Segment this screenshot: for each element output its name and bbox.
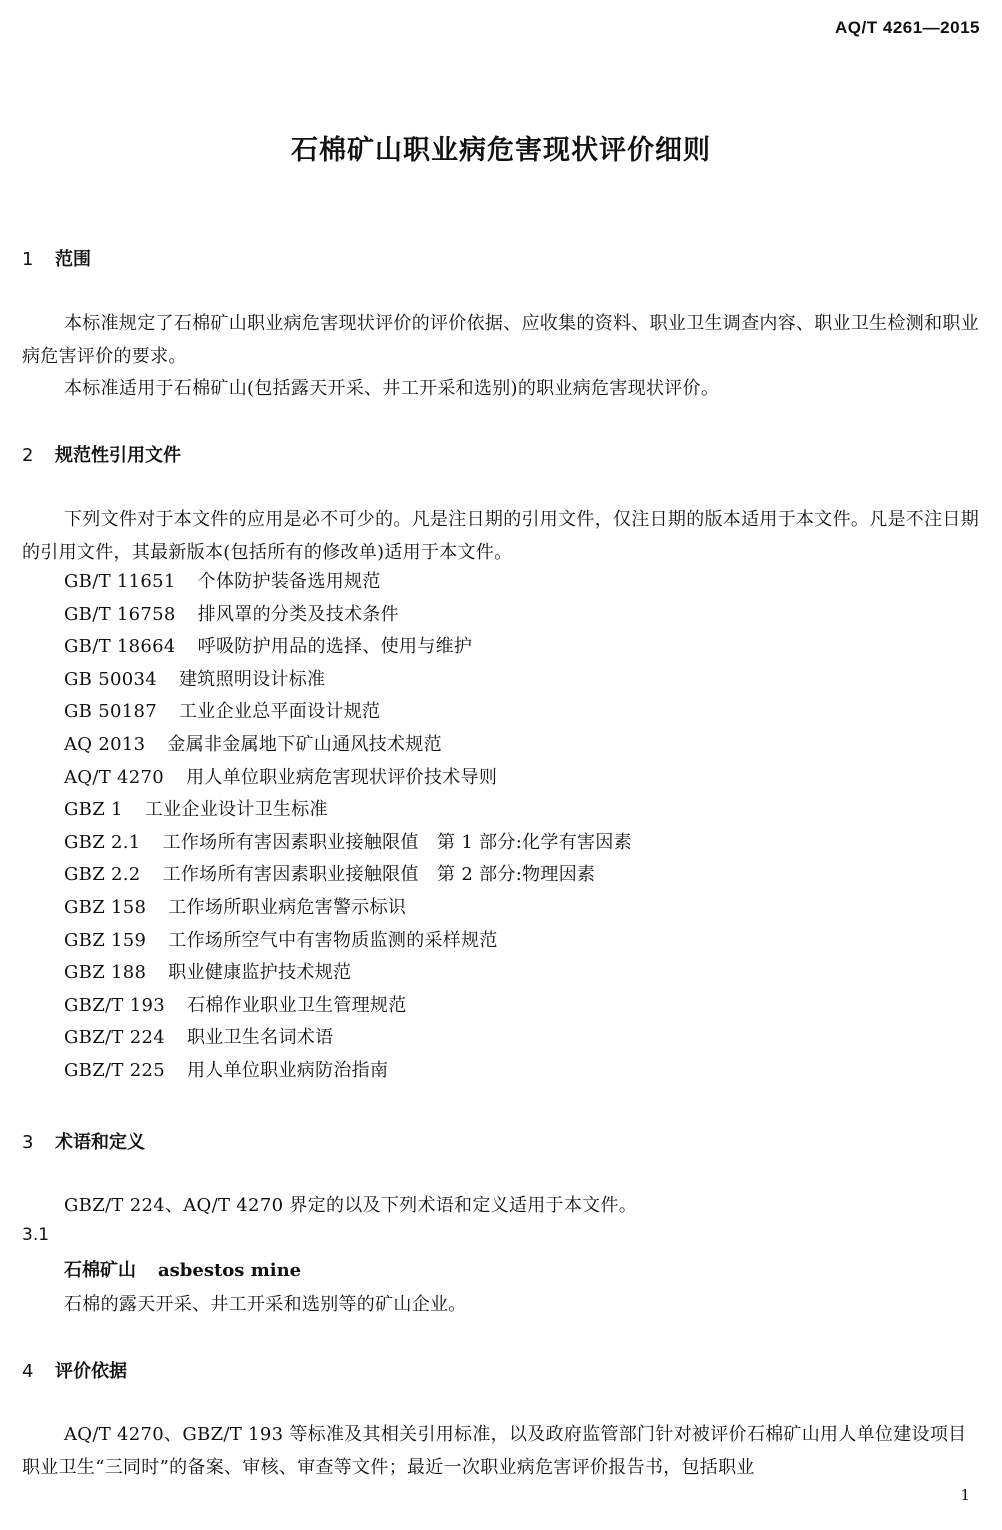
section-title: 规范性引用文件 bbox=[55, 445, 181, 466]
section-3-heading bbox=[22, 1128, 145, 1154]
reference-name: 工作场所职业病危害警示标识 bbox=[168, 896, 407, 918]
reference-code: GBZ/T 225 bbox=[64, 1059, 165, 1081]
reference-name: 职业健康监护技术规范 bbox=[168, 962, 352, 984]
reference-code: GBZ/T 193 bbox=[64, 994, 165, 1016]
normative-references-list bbox=[64, 565, 632, 1087]
reference-item bbox=[64, 924, 632, 957]
reference-code: GB/T 18664 bbox=[64, 636, 176, 658]
reference-item bbox=[64, 761, 632, 794]
reference-item bbox=[64, 598, 632, 631]
section-1-heading bbox=[22, 245, 91, 271]
reference-item bbox=[64, 630, 632, 663]
reference-code: AQ/T 4270 bbox=[64, 766, 165, 788]
reference-code: GB 50034 bbox=[64, 668, 157, 690]
reference-item bbox=[64, 891, 632, 924]
section-2-intro: 下列文件对于本文件的应用是必不可少的。凡是注日期的引用文件，仅注日期的版本适用于本文件。凡是不注日期的引用文件，其最新版本(包括所有的修改单)适用于本文件。 bbox=[22, 509, 979, 563]
reference-item bbox=[64, 826, 632, 859]
section-4-heading bbox=[22, 1357, 127, 1383]
page-number: 1 bbox=[960, 1486, 970, 1504]
reference-name: 用人单位职业病防治指南 bbox=[186, 1059, 389, 1081]
reference-name: 排风罩的分类及技术条件 bbox=[197, 603, 399, 625]
reference-item bbox=[64, 858, 632, 891]
standard-code: AQ/T 4261—2015 bbox=[835, 18, 980, 37]
reference-code: GBZ 1 bbox=[64, 799, 123, 821]
section-number: 3 bbox=[22, 1132, 34, 1153]
reference-code: GB/T 16758 bbox=[64, 603, 176, 625]
reference-code: GBZ/T 224 bbox=[64, 1027, 165, 1049]
reference-name: 工业企业总平面设计规范 bbox=[179, 701, 381, 723]
reference-name: 石棉作业职业卫生管理规范 bbox=[186, 994, 407, 1016]
section-title: 术语和定义 bbox=[55, 1132, 145, 1153]
section-3-intro: GBZ/T 224、AQ/T 4270 界定的以及下列术语和定义适用于本文件。 bbox=[64, 1195, 638, 1216]
reference-name: 职业卫生名词术语 bbox=[186, 1027, 334, 1049]
reference-name: 工作场所有害因素职业接触限值 第 2 部分:物理因素 bbox=[162, 864, 596, 886]
reference-name: 呼吸防护用品的选择、使用与维护 bbox=[197, 636, 473, 658]
reference-item bbox=[64, 663, 632, 696]
term-entry bbox=[64, 1254, 301, 1287]
reference-name: 工业企业设计卫生标准 bbox=[144, 799, 328, 821]
section-title: 评价依据 bbox=[55, 1361, 127, 1382]
reference-item bbox=[64, 695, 632, 728]
reference-code: GBZ 188 bbox=[64, 962, 147, 984]
reference-name: 工作场所空气中有害物质监测的采样规范 bbox=[168, 929, 498, 951]
reference-code: GBZ 159 bbox=[64, 929, 147, 951]
reference-code: GB/T 11651 bbox=[64, 571, 176, 592]
term-chinese: 石棉矿山 bbox=[64, 1260, 136, 1281]
section-title: 范围 bbox=[55, 249, 91, 270]
reference-item bbox=[64, 1021, 632, 1054]
reference-item bbox=[64, 728, 632, 761]
reference-item bbox=[64, 565, 632, 598]
reference-name: 个体防护装备选用规范 bbox=[197, 571, 381, 592]
term-english: asbestos mine bbox=[158, 1260, 302, 1281]
section-number: 2 bbox=[22, 445, 34, 466]
reference-name: 用人单位职业病危害现状评价技术导则 bbox=[186, 766, 498, 788]
reference-name: 工作场所有害因素职业接触限值 第 1 部分:化学有害因素 bbox=[162, 831, 632, 853]
reference-name: 金属非金属地下矿山通风技术规范 bbox=[167, 733, 442, 755]
reference-code: GB 50187 bbox=[64, 701, 157, 723]
subsection-number: 3.1 bbox=[22, 1225, 50, 1245]
section-number: 4 bbox=[22, 1361, 34, 1382]
reference-item bbox=[64, 793, 632, 826]
section-2-heading bbox=[22, 441, 181, 467]
section-1-paragraph-1: 本标准规定了石棉矿山职业病危害现状评价的评价依据、应收集的资料、职业卫生调查内容、职业卫生检测和职业病危害评价的要求。 bbox=[22, 313, 979, 367]
reference-code: GBZ 2.2 bbox=[64, 864, 141, 886]
document-title: 石棉矿山职业病危害现状评价细则 bbox=[291, 135, 711, 166]
reference-item bbox=[64, 956, 632, 989]
reference-name: 建筑照明设计标准 bbox=[179, 668, 326, 690]
reference-code: GBZ 158 bbox=[64, 896, 147, 918]
reference-item bbox=[64, 989, 632, 1022]
section-number: 1 bbox=[22, 249, 34, 270]
section-4-paragraph-1: AQ/T 4270、GBZ/T 193 等标准及其相关引用标准，以及政府监管部门针对被评价石棉矿山用人单位建设项目职业卫生“三同时”的备案、审核、审查等文件；最近一次职业病危害评价报告书，包括职业 bbox=[22, 1424, 967, 1478]
section-1-paragraph-2: 本标准适用于石棉矿山(包括露天开采、井工开采和选别)的职业病危害现状评价。 bbox=[64, 378, 720, 399]
reference-code: GBZ 2.1 bbox=[64, 831, 141, 853]
reference-item bbox=[64, 1054, 632, 1087]
reference-code: AQ 2013 bbox=[64, 733, 146, 755]
term-definition: 石棉的露天开采、井工开采和选别等的矿山企业。 bbox=[64, 1294, 467, 1315]
